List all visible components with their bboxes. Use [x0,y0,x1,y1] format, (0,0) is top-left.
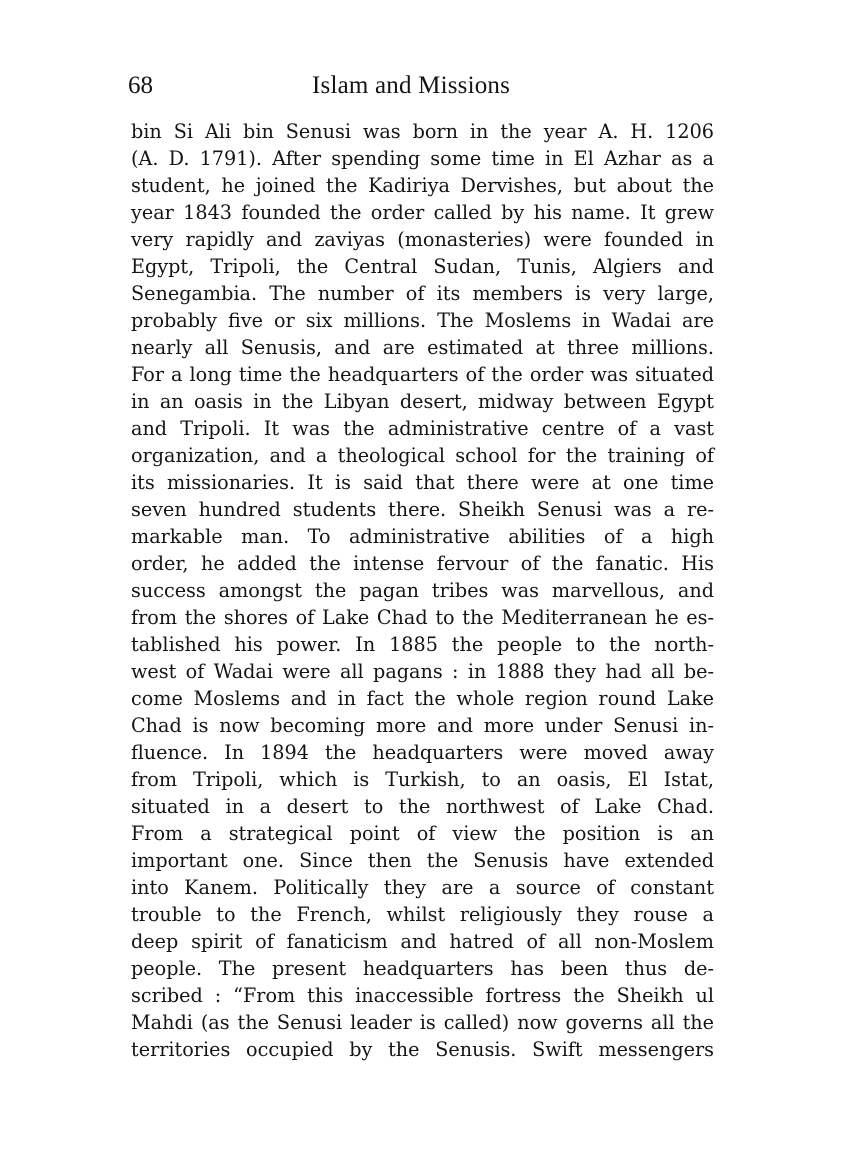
text-line: Mahdi (as the Senusi leader is called) now governs all the [131,1011,714,1034]
text-line: deep spirit of fanaticism and hatred of all non-Moslem [131,930,714,953]
text-line: and Tripoli. It was the administrative centre of a vast [131,417,714,440]
text-line: situated in a desert to the northwest of Lake Chad. [131,795,714,818]
text-line: From a strategical point of view the position is an [131,822,714,845]
body-text [131,118,714,1063]
text-line: For a long time the headquarters of the order was situated [131,363,714,386]
text-line: important one. Since then the Senusis have extended [131,849,714,872]
text-line: scribed : “From this inaccessible fortress the Sheikh ul [131,984,714,1007]
text-line: from the shores of Lake Chad to the Mediterranean he es- [131,606,714,629]
text-line: people. The present headquarters has been thus de- [131,957,714,980]
text-line: in an oasis in the Libyan desert, midway between Egypt [131,390,714,413]
text-line: tablished his power. In 1885 the people to the north- [131,633,714,656]
text-line: organization, and a theological school for the training of [131,444,714,467]
text-line: student, he joined the Kadiriya Dervishes, but about the [131,174,714,197]
text-line: from Tripoli, which is Turkish, to an oasis, El Istat, [131,768,714,791]
text-line: probably five or six millions. The Moslems in Wadai are [131,309,714,332]
text-line: bin Si Ali bin Senusi was born in the year A. H. 1206 [131,120,714,143]
text-line: west of Wadai were all pagans : in 1888 they had all be- [131,660,714,683]
text-line: seven hundred students there. Sheikh Senusi was a re- [131,498,714,521]
text-line: trouble to the French, whilst religiously they rouse a [131,903,714,926]
text-line: its missionaries. It is said that there were at one time [131,471,714,494]
text-line: markable man. To administrative abilities of a high [131,525,714,548]
text-line: Senegambia. The number of its members is very large, [131,282,714,305]
text-line: Egypt, Tripoli, the Central Sudan, Tunis, Algiers and [131,255,714,278]
text-line: into Kanem. Politically they are a source of constant [131,876,714,899]
text-line: nearly all Senusis, and are estimated at three millions. [131,336,714,359]
text-line: year 1843 founded the order called by his name. It grew [131,201,714,224]
page-number: 68 [128,72,153,99]
text-line: very rapidly and zaviyas (monasteries) were founded in [131,228,714,251]
text-line: come Moslems and in fact the whole region round Lake [131,687,714,710]
text-line: success amongst the pagan tribes was marvellous, and [131,579,714,602]
text-line: territories occupied by the Senusis. Swift messengers [131,1038,714,1061]
text-line: Chad is now becoming more and more under Senusi in- [131,714,714,737]
text-line: fluence. In 1894 the headquarters were moved away [131,741,714,764]
running-title: Islam and Missions [312,72,511,99]
text-line: order, he added the intense fervour of the fanatic. His [131,552,714,575]
text-line: (A. D. 1791). After spending some time in El Azhar as a [131,147,714,170]
running-head [128,66,723,106]
